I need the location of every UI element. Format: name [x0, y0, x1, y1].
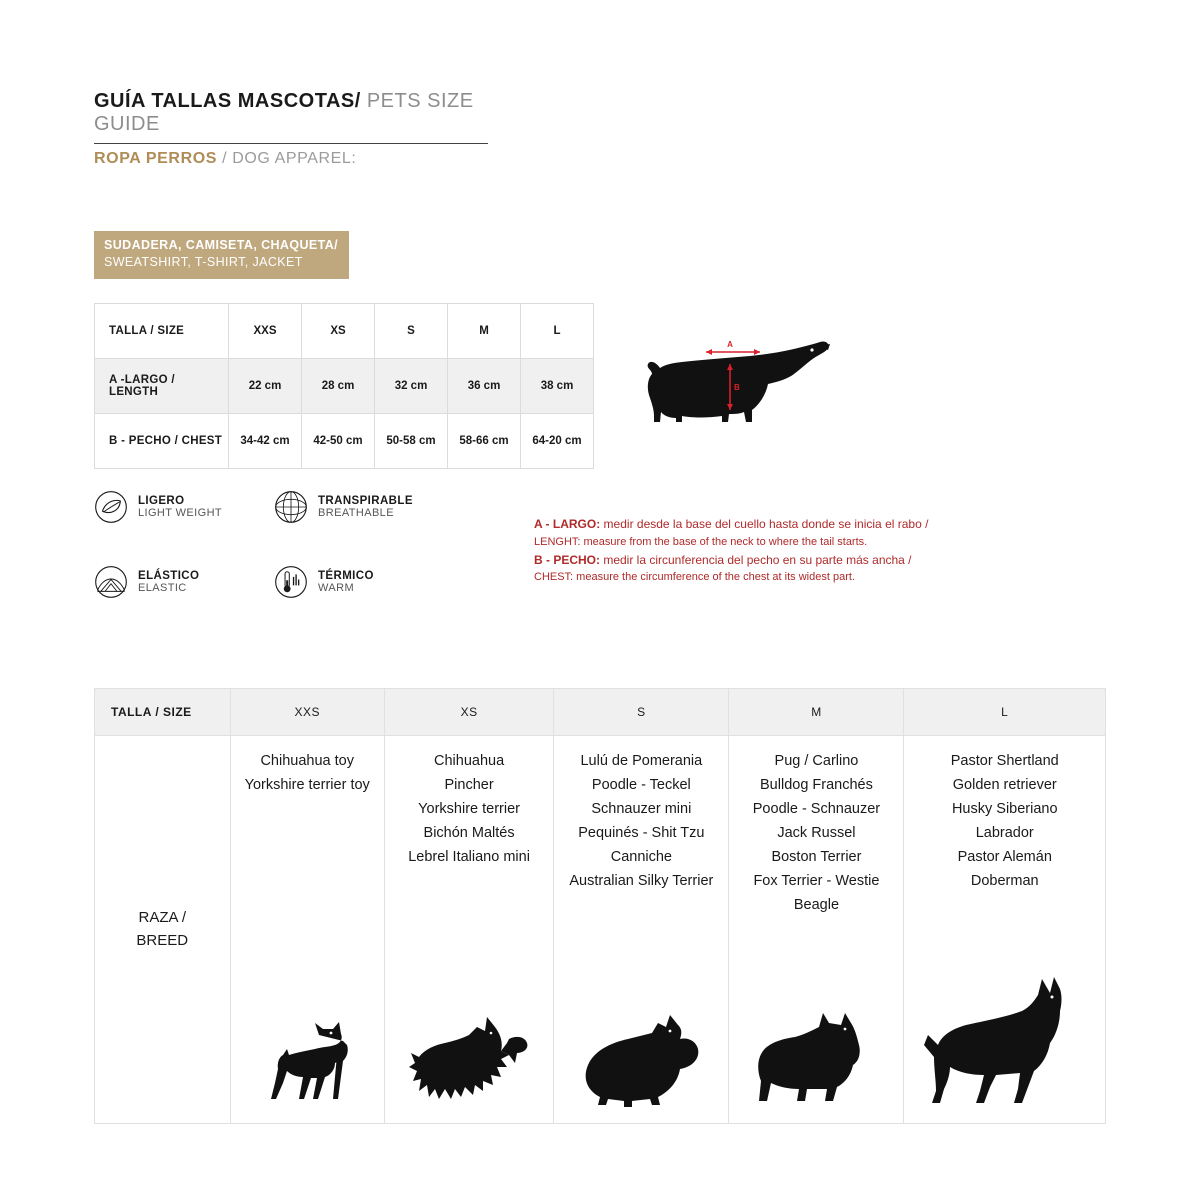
feature-warm [274, 565, 374, 599]
breed-name: Jack Russel [777, 824, 856, 841]
section-subtitle [94, 150, 356, 168]
chest-s: 50-58 cm [375, 414, 448, 469]
breed-row-label-line1: RAZA / [138, 909, 187, 926]
doberman-silhouette [904, 975, 1105, 1115]
mesh-icon [274, 490, 308, 524]
breed-name: Boston Terrier [771, 848, 862, 865]
breed-name: Poodle - Schnauzer [752, 800, 881, 817]
pomeranian-silhouette [554, 1005, 728, 1115]
breed-name: Schnauzer mini [591, 800, 692, 817]
length-m: 36 cm [448, 359, 521, 414]
measurements-header-size: TALLA / SIZE [95, 304, 229, 359]
breed-name: Pug / Carlino [774, 753, 859, 769]
breed-name: Yorkshire terrier [418, 800, 520, 817]
breed-cell-m [729, 736, 904, 1124]
measurement-notes [534, 515, 1004, 586]
breed-name: Lulú de Pomerania [580, 753, 703, 769]
measurements-header-l: L [521, 304, 594, 359]
breed-name: Beagle [793, 896, 840, 913]
breed-name: Fox Terrier - Westie [753, 872, 880, 889]
garment-type-banner [94, 231, 349, 279]
feature-breathable [274, 490, 413, 524]
breed-cell-l [904, 736, 1106, 1124]
dog-measurement-diagram [630, 318, 860, 448]
page-title-en: PETS SIZE GUIDE [94, 90, 474, 135]
breed-name: Canniche [610, 848, 672, 865]
garment-type-es: SUDADERA, CAMISETA, CHAQUETA/ [104, 238, 339, 252]
chest-xs: 42-50 cm [302, 414, 375, 469]
page-title [94, 90, 488, 144]
feature-label-es: TÉRMICO [318, 570, 374, 582]
elastic-icon [94, 565, 128, 599]
breed-row-label [95, 736, 231, 1124]
feature-label-es: TRANSPIRABLE [318, 495, 413, 507]
measurements-row-length-label: A -LARGO / LENGTH [95, 359, 229, 414]
feature-label-en: ELASTIC [138, 582, 187, 594]
breed-name: Pequinés - Shit Tzu [578, 824, 705, 841]
feature-label-en: BREATHABLE [318, 507, 394, 519]
thermometer-icon [274, 565, 308, 599]
table-row [95, 689, 1106, 736]
measurements-header-m: M [448, 304, 521, 359]
feature-elastic [94, 565, 199, 599]
table-row [95, 359, 594, 414]
length-xs: 28 cm [302, 359, 375, 414]
breed-name: Bichón Maltés [423, 824, 515, 841]
breed-header-xxs: XXS [230, 689, 384, 736]
section-subtitle-en: / DOG APPAREL: [217, 150, 357, 167]
breed-row-label-line2: BREED [136, 931, 189, 949]
breed-name: Doberman [970, 872, 1039, 889]
table-row [95, 414, 594, 469]
breed-name: Pincher [444, 776, 494, 793]
breed-header-l: L [904, 689, 1106, 736]
breed-name: Chihuahua toy [260, 753, 354, 769]
breed-table [94, 688, 1106, 1124]
length-s: 32 cm [375, 359, 448, 414]
breed-header-m: M [729, 689, 904, 736]
note-a-en: LENGHT: measure from the base of the neck to where the tail starts. [534, 535, 868, 548]
measurements-row-chest-label: B - PECHO / CHEST [95, 414, 229, 469]
diagram-label-b: B [734, 383, 740, 392]
feature-light-weight [94, 490, 222, 524]
chest-xxs: 34-42 cm [229, 414, 302, 469]
diagram-label-a: A [727, 340, 733, 349]
measurements-header-xxs: XXS [229, 304, 302, 359]
note-b-label: B - PECHO: [534, 552, 600, 567]
feature-label-es: LIGERO [138, 495, 185, 507]
chest-m: 58-66 cm [448, 414, 521, 469]
note-a-label: A - LARGO: [534, 517, 601, 531]
page-title-es: GUÍA TALLAS MASCOTAS/ [94, 90, 361, 112]
note-a-es: medir desde la base del cuello hasta donde se inicia el rabo / [600, 517, 929, 531]
measurements-table [94, 303, 594, 469]
breed-name: Yorkshire terrier toy [244, 776, 370, 793]
breed-cell-xs [384, 736, 553, 1124]
feature-label-en: LIGHT WEIGHT [138, 507, 223, 519]
note-b-es: medir la circunferencia del pecho en su parte más ancha / [600, 552, 912, 567]
length-xxs: 22 cm [229, 359, 302, 414]
breed-header-s: S [554, 689, 729, 736]
measurements-header-xs: XS [302, 304, 375, 359]
breed-header-size: TALLA / SIZE [95, 689, 231, 736]
long-hair-small-dog-silhouette [385, 1005, 553, 1115]
breed-cell-xxs [230, 736, 384, 1124]
note-b-en: CHEST: measure the circumference of the chest at its widest part. [534, 571, 855, 584]
breed-name: Husky Siberiano [951, 800, 1058, 817]
breed-name: Australian Silky Terrier [569, 872, 714, 889]
breed-name: Labrador [975, 824, 1034, 841]
breed-cell-s [554, 736, 729, 1124]
table-row [95, 304, 594, 359]
breed-name: Lebrel Italiano mini [408, 848, 530, 865]
length-l: 38 cm [521, 359, 594, 414]
breed-name: Chihuahua [434, 753, 505, 769]
breed-name: Pastor Shertland [950, 753, 1059, 769]
chihuahua-silhouette [231, 1005, 384, 1115]
chest-l: 64-20 cm [521, 414, 594, 469]
breed-header-xs: XS [384, 689, 553, 736]
feature-label-en: WARM [318, 582, 355, 594]
leaf-icon [94, 490, 128, 524]
breed-name: Poodle - Teckel [591, 776, 691, 793]
section-subtitle-es: ROPA PERROS [94, 150, 218, 167]
breed-name: Pastor Alemán [957, 848, 1052, 865]
breed-name: Golden retriever [952, 776, 1057, 793]
measurements-header-s: S [375, 304, 448, 359]
breed-name: Bulldog Franchés [760, 776, 873, 793]
bulldog-silhouette [729, 1005, 903, 1115]
feature-label-es: ELÁSTICO [138, 570, 200, 582]
table-row [95, 736, 1106, 1124]
garment-type-en: SWEATSHIRT, T-SHIRT, JACKET [104, 254, 303, 269]
